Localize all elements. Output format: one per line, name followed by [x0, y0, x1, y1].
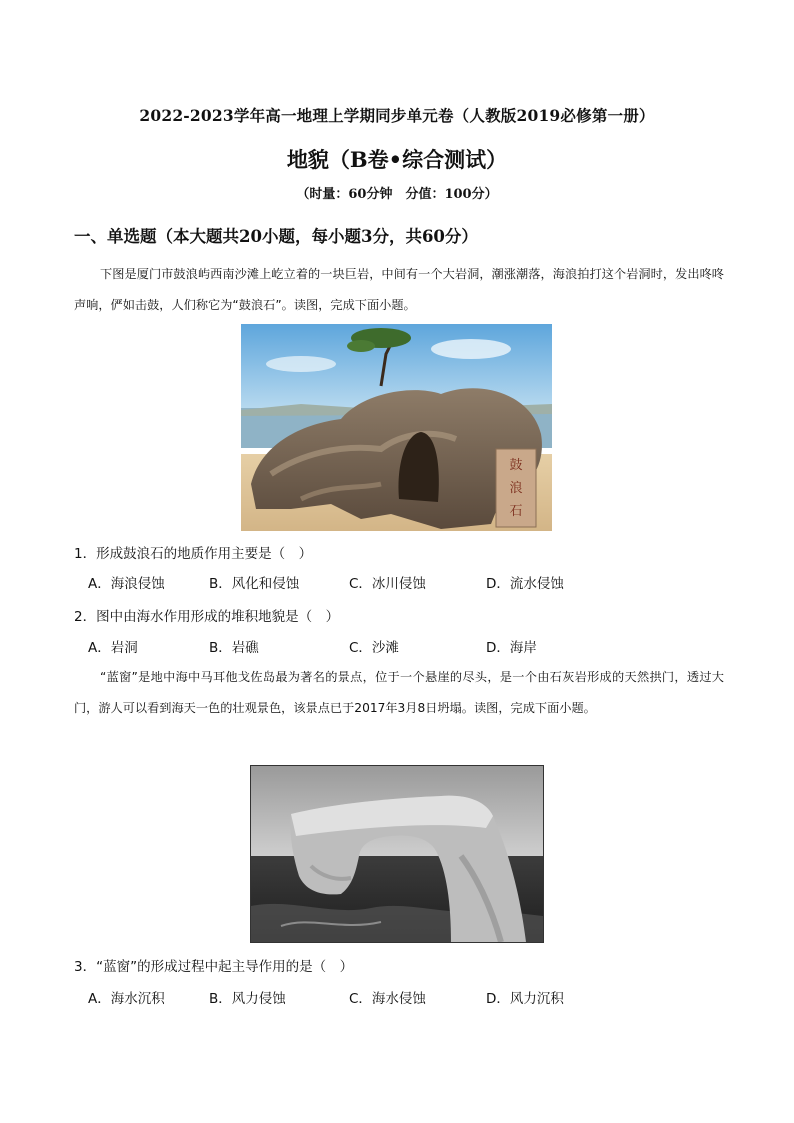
q1-option-b[interactable]: B．风化和侵蚀 [209, 576, 300, 592]
q3-option-d[interactable]: D．风力沉积 [486, 991, 564, 1007]
gulangshi-photo [241, 324, 552, 531]
q2-option-c[interactable]: C．沙滩 [349, 640, 399, 656]
passage-gulangshi: 下图是厦门市鼓浪屿西南沙滩上屹立着的一块巨岩，中间有一个大岩洞，潮涨潮落，海浪拍打这个岩洞时，发出咚咚声响，俨如击鼓，人们称它为“鼓浪石”。读图，完成下面小题。 [74, 267, 724, 312]
q2-option-d[interactable]: D．海岸 [486, 640, 537, 656]
q1-option-a[interactable]: A．海浪侵蚀 [88, 576, 165, 592]
q3-option-b[interactable]: B．风力侵蚀 [209, 991, 286, 1007]
passage-azure-window: “蓝窗”是地中海中马耳他戈佐岛最为著名的景点，位于一个悬崖的尽头，是一个由石灰岩形成的天然拱门，透过大门，游人可以看到海天一色的壮观景色，该景点已于2017年3月8日坍塌。读图，完成下面小题。 [74, 670, 724, 715]
question-1-stem: 1．形成鼓浪石的地质作用主要是（ ） [74, 546, 313, 562]
q2-option-a[interactable]: A．岩洞 [88, 640, 138, 656]
section-heading: 一、单选题（本大题共20小题，每小题3分，共60分） [74, 227, 478, 246]
q1-option-c[interactable]: C．冰川侵蚀 [349, 576, 426, 592]
azure-window-photo [250, 765, 544, 943]
q2-option-b[interactable]: B．岩礁 [209, 640, 259, 656]
sign-char-3: 石 [509, 504, 523, 519]
question-2-stem: 2．图中由海水作用形成的堆积地貌是（ ） [74, 609, 340, 625]
question-3-stem: 3．“蓝窗”的形成过程中起主导作用的是（ ） [74, 959, 354, 975]
exam-meta: （时量：60分钟 分值：100分） [296, 187, 498, 202]
document-title: 2022-2023学年高一地理上学期同步单元卷（人教版2019必修第一册） [139, 106, 655, 125]
q3-option-c[interactable]: C．海水侵蚀 [349, 991, 426, 1007]
q3-option-a[interactable]: A．海水沉积 [88, 991, 165, 1007]
sign-char-2: 浪 [509, 481, 523, 496]
q1-option-d[interactable]: D．流水侵蚀 [486, 576, 564, 592]
sign-char-1: 鼓 [509, 458, 523, 473]
document-subtitle: 地貌（B卷•综合测试） [286, 147, 508, 172]
